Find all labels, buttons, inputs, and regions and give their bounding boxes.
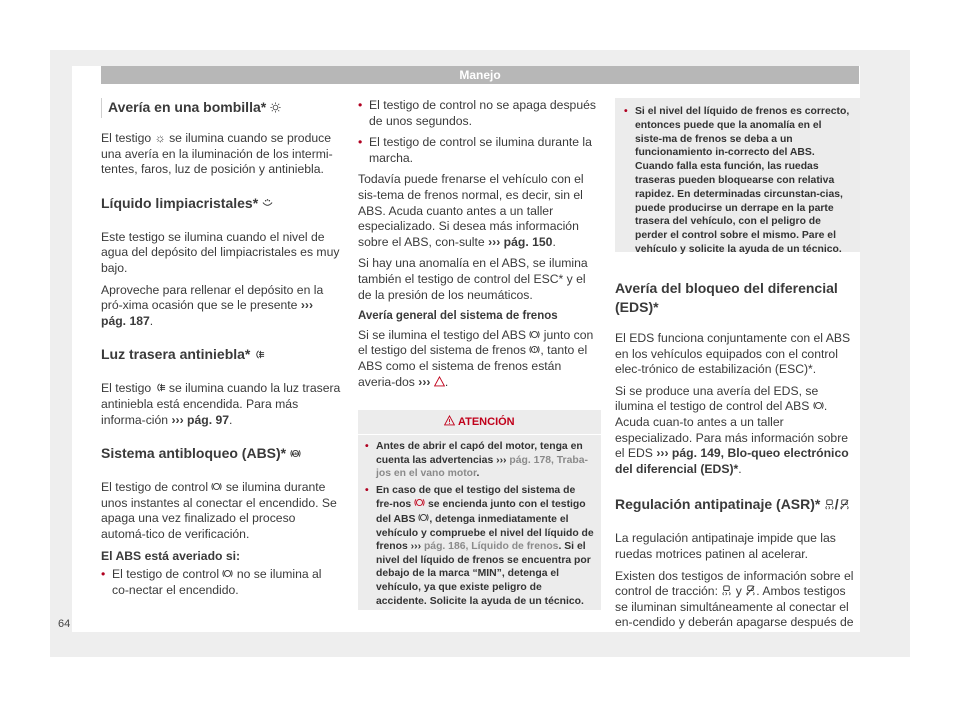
paragraph: El testigo ☼ se ilumina cuando se produce una avería en la iluminación de los intermi-tentes, faros, luz de posición y antiniebla. — [101, 131, 333, 177]
column-3 — [615, 279, 860, 637]
paragraph: Si hay una anomalía en el ABS, se ilumina también el testigo de control del ESC* y el de la presión de los neumáticos. — [358, 256, 588, 302]
paragraph: Aproveche para rellenar el depósito en la pró-xima ocasión que se le presente ››› pág. 187. — [101, 282, 324, 328]
list-item: • El testigo de control no se apaga después de unos segundos. — [358, 98, 601, 129]
list-item: • Si el nivel del líquido de frenos es correcto, entonces puede que la anomalía en el siste-ma de frenos se deba a un funcionamiento in-correcto del ABS. Cuando falla esta función, las ruedas traseras pueden bloquearse con relativa rapidez. En determinadas circunstan-cias, puede producirse un derrape en la parte trasera del vehículo, con el peligro de perder el control sobre el mismo. Pare el vehículo y solicite la ayuda de un técnico. — [624, 105, 851, 257]
traction-icon — [721, 585, 732, 596]
page-reference-link[interactable]: pág. 150 — [503, 234, 553, 249]
paragraph: El testigo de control se ilumina durante unos instantes al conectar el encendido. Se apaga una vez finalizado el proceso automá-tico de verificación. — [101, 480, 337, 541]
traction-off-icon — [839, 499, 850, 510]
abs-icon — [222, 568, 233, 579]
paragraph: El EDS funciona conjuntamente con el ABS en los vehículos equipados con el control elec-trónico de estabilización (ESC)*. — [615, 331, 851, 377]
warning-body — [358, 435, 601, 608]
section-title: Sistema antibloqueo (ABS)* — [101, 445, 287, 462]
info-box — [615, 98, 860, 255]
warning-triangle-icon — [444, 415, 455, 426]
abs-icon — [211, 481, 222, 492]
section-title: Avería del bloqueo del diferencial (EDS)* — [615, 280, 838, 315]
washer-icon — [262, 198, 273, 209]
abs-icon — [290, 448, 301, 459]
page-reference-link[interactable]: pág. 186, Líquido de frenos — [423, 541, 559, 553]
rear-fog-icon — [254, 349, 265, 360]
abs-icon — [813, 400, 824, 411]
column-1 — [101, 98, 341, 604]
section-bulb-header — [101, 98, 341, 118]
page-reference-link[interactable]: pág. 149, Blo-queo electrónico del diferencial (EDS)* — [615, 446, 849, 476]
traction-off-icon — [745, 585, 756, 596]
brake-icon — [414, 497, 425, 508]
section-washer-header — [101, 194, 341, 214]
paragraph: Todavía puede frenarse el vehículo con el sis-tema de frenos normal, es decir, sin el ABS. Acuda cuanto antes a un taller especializado. Si desea más información sobre el ABS, con-sulte ››› pág. 150. — [358, 172, 584, 249]
warning-box — [358, 410, 601, 610]
warning-label: ATENCIÓN — [458, 416, 515, 428]
list-item: • El testigo de control se ilumina durante la marcha. — [358, 135, 601, 166]
section-eds-header — [615, 279, 860, 317]
bulb-icon — [270, 102, 281, 113]
section-rear-fog-header — [101, 345, 341, 365]
svg-text:!: ! — [533, 348, 536, 354]
brake-icon — [529, 344, 540, 355]
paragraph: La regulación antipatinaje impide que las ruedas motrices patinen al acelerar. — [615, 531, 836, 561]
abs-icon — [529, 329, 540, 340]
traction-icon — [824, 499, 835, 510]
list-item: • En caso de que el testigo del sistema de fre-nos se encienda junto con el testigo del ABS , detenga inmediatamente el vehículo y compruebe el nivel del líquido de frenos ››› pág. 186, Líquido de frenos. Si el nivel del líquido de frenos se encuentra por debajo de la marca “MIN”, detenga el vehículo, ya que existe peligro de accidente. Solicite la ayuda de un técnico. — [365, 484, 594, 608]
section-abs-header — [101, 444, 341, 464]
page-number: 64 — [58, 618, 71, 630]
paragraph: Este testigo se ilumina cuando el nivel de agua del depósito del limpiacristales es muy bajo. — [101, 229, 340, 275]
page-reference-link[interactable]: pág. 178, Traba-jos en el vano motor — [376, 454, 588, 480]
abs-icon — [418, 512, 429, 523]
list-item: • El testigo de control no se ilumina al co-nectar el encendido. — [101, 567, 341, 598]
section-title: Líquido limpiacristales* — [101, 194, 259, 211]
paragraph: Si se produce una avería del EDS, se ilumina el testigo de control del ABS . Acuda cuan-to antes a un taller especializado. Para más información sobre el EDS ››› pág. 149, Blo-queo electrónico del diferencial (EDS)*. — [615, 383, 849, 476]
page-reference-link[interactable]: pág. 97 — [187, 412, 230, 427]
paragraph: El testigo se ilumina cuando la luz trasera antiniebla está encendida. Para más informa-ción ››› pág. 97. — [101, 381, 341, 427]
warning-header — [358, 410, 601, 435]
list-item: • Antes de abrir el capó del motor, tenga en cuenta las advertencias ››› pág. 178, Traba-jos en el vano motor. — [365, 440, 594, 481]
info-body — [615, 98, 860, 257]
section-asr-header: Regulación antipatinaje (ASR)* / — [615, 495, 860, 515]
section-title: Avería en una bombilla* — [108, 99, 267, 115]
page-header: Manejo — [101, 66, 859, 84]
page-reference-link[interactable]: pág. 187 — [101, 313, 150, 328]
section-title: Luz trasera antiniebla* — [101, 346, 251, 363]
warning-triangle-icon — [434, 376, 445, 387]
subheading: El ABS está averiado si: — [101, 548, 241, 563]
svg-text:ABS: ABS — [291, 452, 299, 457]
column-2 — [358, 98, 601, 396]
subheading: Avería general del sistema de frenos — [358, 310, 558, 323]
section-title: Regulación antipatinaje (ASR)* — [615, 496, 821, 513]
paragraph: Si se ilumina el testigo del ABS junto con el testigo del sistema de frenos ! , tanto el ABS como el sistema de frenos están averia-dos ››› . — [358, 327, 594, 389]
rear-fog-icon — [155, 382, 166, 393]
paragraph: Existen dos testigos de información sobre el control de tracción: y . Ambos testigos se iluminan simultáneamente al conectar el en-cendido y deberán apagarse después de — [615, 568, 854, 630]
